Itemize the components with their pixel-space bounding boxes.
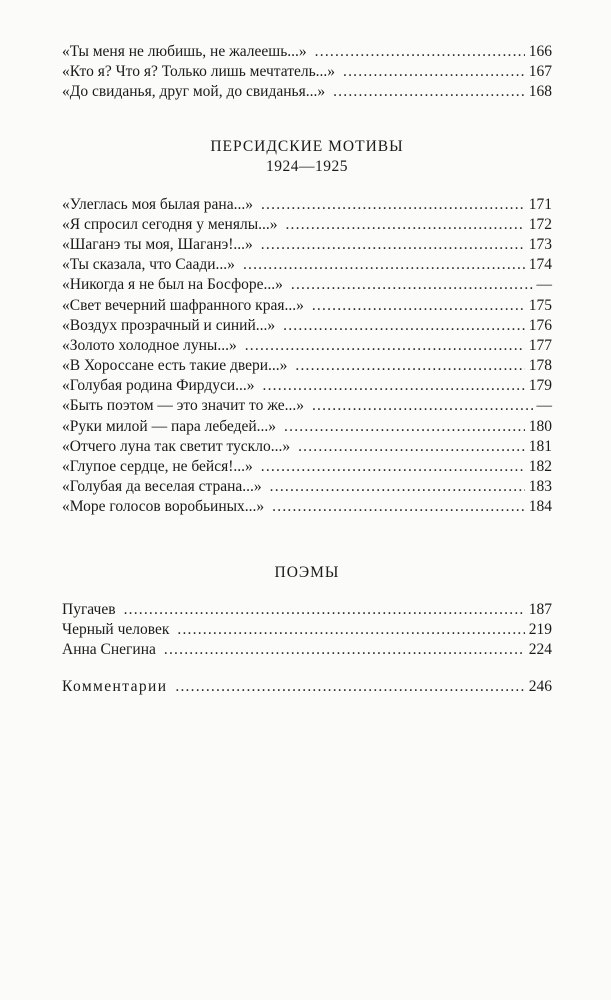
entry-title: «Кто я? Что я? Только лишь мечтатель...» — [62, 63, 336, 81]
entry-page: 173 — [528, 235, 552, 253]
entry-title: «Свет вечерний шафранного края...» — [62, 296, 304, 314]
toc-entry — [62, 417, 552, 437]
entry-title: «Ты сказала, что Саади...» — [62, 256, 235, 274]
entry-title: «В Хороссане есть такие двери...» — [62, 357, 288, 375]
toc-entry-commentary — [62, 677, 552, 697]
dot-leader — [175, 677, 524, 697]
entry-title: Анна Снегина — [62, 640, 156, 658]
toc-entry — [62, 356, 552, 376]
entry-title: «Шаганэ ты моя, Шаганэ!...» — [62, 235, 253, 253]
entry-title: «Улеглась моя былая рана...» — [62, 195, 253, 213]
entry-title: Пугачев — [62, 600, 116, 618]
dot-leader — [245, 336, 525, 356]
dot-leader — [285, 215, 524, 235]
toc-entry — [62, 620, 552, 640]
entry-title: «Золото холодное луны...» — [62, 336, 237, 354]
entry-page: 246 — [528, 678, 552, 696]
toc-entry — [62, 437, 552, 457]
dot-leader — [291, 275, 533, 295]
entry-page: 184 — [528, 498, 552, 516]
entry-title: «Руки милой — пара лебедей...» — [62, 417, 277, 435]
entry-page: — — [536, 397, 552, 415]
toc-entry — [62, 396, 552, 416]
dot-leader — [272, 497, 525, 517]
dot-leader — [312, 396, 533, 416]
persian-entries — [62, 195, 552, 518]
section-heading-poems: ПОЭМЫ — [274, 563, 340, 581]
entry-page: 187 — [528, 600, 552, 618]
entry-page: 175 — [528, 296, 552, 314]
toc-entry — [62, 42, 552, 62]
dot-leader — [295, 356, 524, 376]
dot-leader — [284, 417, 525, 437]
entry-page: 178 — [528, 357, 552, 375]
entry-page: 182 — [528, 458, 552, 475]
entry-page: 171 — [528, 195, 552, 213]
entry-title: «Отчего луна так светит тускло...» — [62, 437, 291, 455]
dot-leader — [343, 62, 525, 82]
entry-page: 177 — [528, 336, 552, 354]
dot-leader — [261, 457, 525, 477]
dot-leader — [312, 296, 525, 316]
dot-leader — [177, 620, 524, 640]
entry-page: 183 — [528, 478, 552, 496]
toc-column — [62, 42, 552, 697]
toc-entry — [62, 497, 552, 517]
toc-entry — [62, 640, 552, 660]
dot-leader — [261, 195, 525, 215]
toc-entry — [62, 62, 552, 82]
entry-title: «Голубая да веселая страна...» — [62, 478, 262, 496]
toc-entry — [62, 600, 552, 620]
dot-leader — [124, 600, 525, 620]
entry-title: «Быть поэтом — это значит то же...» — [62, 397, 304, 415]
top-entries — [62, 42, 552, 103]
entry-page: 224 — [528, 640, 552, 658]
dot-leader — [261, 235, 525, 255]
entry-page: 176 — [528, 316, 552, 334]
toc-entry — [62, 336, 552, 356]
entry-title: Комментарии — [62, 678, 168, 696]
dot-leader — [164, 640, 525, 660]
dot-leader — [333, 82, 525, 102]
toc-entry — [62, 376, 552, 396]
toc-entry — [62, 316, 552, 336]
entry-title: «Я спросил сегодня у менялы...» — [62, 215, 278, 233]
entry-title: «Голубая родина Фирдуси...» — [62, 377, 255, 395]
dot-leader — [270, 477, 525, 497]
toc-entry — [62, 215, 552, 235]
toc-entry — [62, 457, 552, 477]
toc-entry — [62, 296, 552, 316]
section-years: 1924—1925 — [266, 157, 348, 175]
dot-leader — [283, 316, 525, 336]
dot-leader — [298, 437, 525, 457]
entry-title: Черный человек — [62, 620, 170, 638]
toc-entry — [62, 275, 552, 295]
poems-entries — [62, 600, 552, 661]
entry-page: 174 — [528, 256, 552, 274]
entry-page: — — [536, 276, 552, 294]
entry-title: «Воздух прозрачный и синий...» — [62, 316, 276, 334]
toc-entry — [62, 255, 552, 275]
toc-entry — [62, 82, 552, 102]
toc-entry — [62, 195, 552, 215]
entry-page: 180 — [528, 417, 552, 435]
dot-leader — [263, 376, 525, 396]
dot-leader — [243, 255, 525, 275]
entry-page: 167 — [528, 63, 552, 81]
toc-entry — [62, 477, 552, 497]
entry-page: 181 — [528, 437, 552, 455]
dot-leader — [315, 42, 525, 62]
entry-title: «Ты меня не любишь, не жалеешь...» — [62, 43, 307, 60]
entry-page: 219 — [528, 620, 552, 638]
entry-title: «Море голосов воробьиных...» — [62, 498, 265, 516]
entry-page: 179 — [528, 377, 552, 395]
entry-title: «Никогда я не был на Босфоре...» — [62, 276, 283, 294]
toc-entry — [62, 235, 552, 255]
entry-page: 168 — [528, 83, 552, 101]
entry-page: 166 — [528, 43, 552, 60]
entry-page: 172 — [528, 215, 552, 233]
section-heading-persian: ПЕРСИДСКИЕ МОТИВЫ — [210, 137, 404, 155]
entry-title: «До свиданья, друг мой, до свиданья...» — [62, 83, 326, 101]
entry-title: «Глупое сердце, не бейся!...» — [62, 458, 253, 475]
